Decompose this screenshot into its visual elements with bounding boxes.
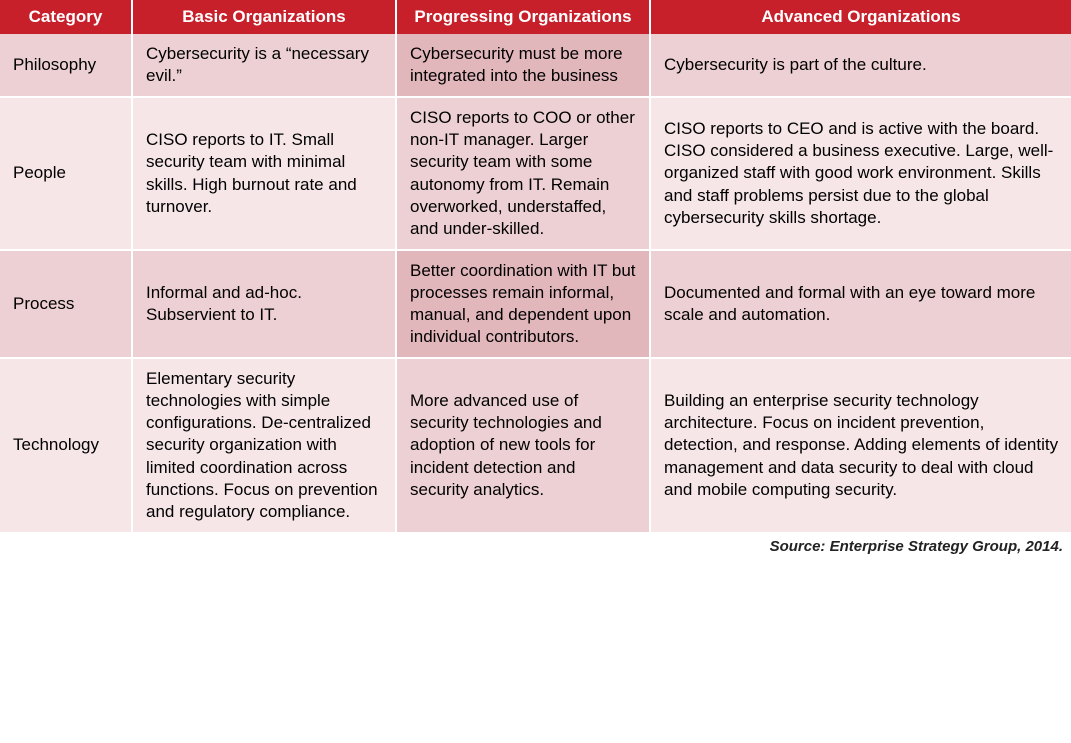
cell-technology-advanced: Building an enterprise security technology architecture. Focus on incident prevention, detection, and response. Adding elements of identity management and data security to deal with cloud and mobile computing security. — [650, 358, 1071, 532]
table-row — [0, 34, 1071, 97]
cell-people-basic: CISO reports to IT. Small security team with minimal skills. High burnout rate and turnover. — [132, 97, 396, 250]
cell-people-progressing: CISO reports to COO or other non-IT manager. Larger security team with some autonomy from IT. Remain overworked, understaffed, and under-skilled. — [396, 97, 650, 250]
column-header-category: Category — [0, 0, 132, 34]
cell-people-advanced: CISO reports to CEO and is active with the board. CISO considered a business executive. Large, well-organized staff with good work environment. Skills and staff problems persist due to the global cybersecurity skills shortage. — [650, 97, 1071, 250]
row-category-technology: Technology — [0, 358, 132, 532]
cell-process-basic: Informal and ad-hoc. Subservient to IT. — [132, 250, 396, 358]
cell-technology-progressing: More advanced use of security technologies and adoption of new tools for incident detection and security analytics. — [396, 358, 650, 532]
table-row — [0, 250, 1071, 358]
source-caption: Source: Enterprise Strategy Group, 2014. — [0, 532, 1071, 555]
row-category-process: Process — [0, 250, 132, 358]
column-header-basic: Basic Organizations — [132, 0, 396, 34]
cell-process-progressing: Better coordination with IT but processes remain informal, manual, and dependent upon individual contributors. — [396, 250, 650, 358]
row-category-philosophy: Philosophy — [0, 34, 132, 97]
cell-philosophy-progressing: Cybersecurity must be more integrated into the business — [396, 34, 650, 97]
cell-philosophy-basic: Cybersecurity is a “necessary evil.” — [132, 34, 396, 97]
row-category-people: People — [0, 97, 132, 250]
table-row — [0, 358, 1071, 532]
cell-technology-basic: Elementary security technologies with simple configurations. De-centralized security organization with limited coordination across functions. Focus on prevention and regulatory compliance. — [132, 358, 396, 532]
column-header-progressing: Progressing Organizations — [396, 0, 650, 34]
column-header-advanced: Advanced Organizations — [650, 0, 1071, 34]
cell-process-advanced: Documented and formal with an eye toward more scale and automation. — [650, 250, 1071, 358]
cell-philosophy-advanced: Cybersecurity is part of the culture. — [650, 34, 1071, 97]
table-row — [0, 97, 1071, 250]
table-header-row — [0, 0, 1071, 34]
